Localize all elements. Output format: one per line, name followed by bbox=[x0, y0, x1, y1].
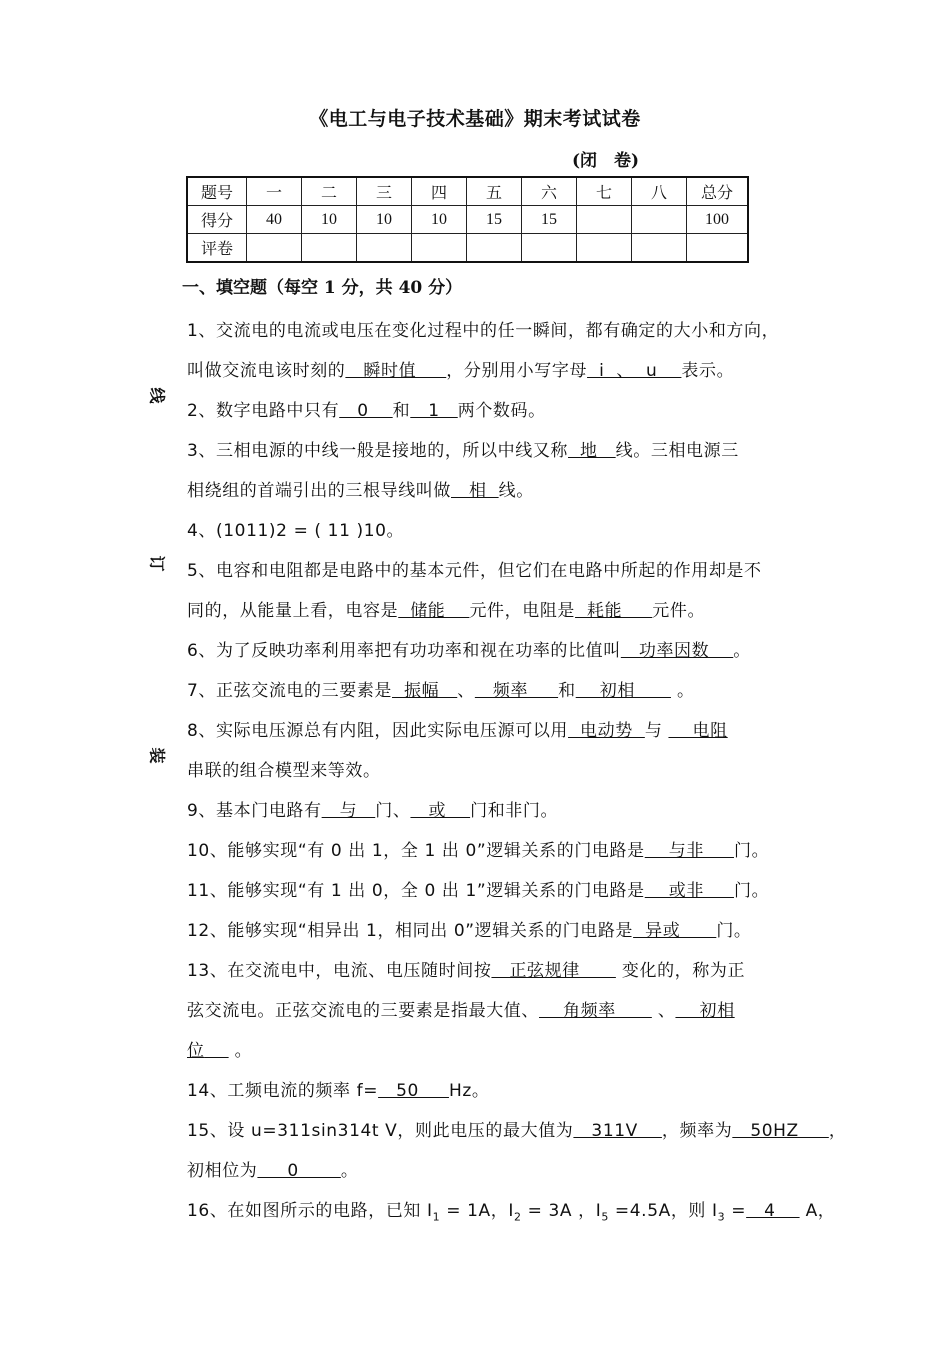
question-13-line-3: 位 。 bbox=[187, 1041, 253, 1061]
exam-title: 《电工与电子技术基础》期末考试试卷 bbox=[309, 108, 641, 130]
answer-blank: 初相 bbox=[575, 681, 671, 701]
answer-blank: 功率因数 bbox=[620, 641, 734, 661]
row-label: 题号 bbox=[187, 177, 247, 206]
binding-mark-staple: 订 bbox=[147, 555, 167, 572]
binding-mark-line: 线 bbox=[147, 387, 167, 404]
answer-blank: 0 bbox=[339, 401, 393, 421]
table-cell bbox=[302, 234, 357, 263]
answer-blank: 1 bbox=[410, 401, 458, 421]
answer-blank bbox=[205, 1041, 229, 1061]
table-cell: 六 bbox=[522, 177, 577, 206]
row-label: 评卷 bbox=[187, 234, 247, 263]
question-3-line-2: 相绕组的首端引出的三根导线叫做 相 线。 bbox=[187, 481, 534, 501]
answer-blank: 异或 bbox=[633, 921, 717, 941]
table-cell: 四 bbox=[412, 177, 467, 206]
question-4: 4、(1011)2 = ( 11 )10。 bbox=[187, 521, 405, 541]
answer-blank: i 、 u bbox=[587, 361, 682, 381]
answer-blank: 电阻 bbox=[668, 721, 728, 741]
question-15-line-1: 15、设 u=311sin314t V，则此电压的最大值为 311V ，频率为 50HZ ， bbox=[187, 1121, 847, 1141]
answer-blank: 311V bbox=[573, 1121, 662, 1141]
score-table bbox=[186, 176, 749, 263]
table-cell: 五 bbox=[467, 177, 522, 206]
table-cell: 二 bbox=[302, 177, 357, 206]
table-row bbox=[187, 177, 748, 206]
table-cell: 10 bbox=[357, 206, 412, 234]
table-cell bbox=[632, 234, 687, 263]
table-cell: 七 bbox=[577, 177, 632, 206]
question-12: 12、能够实现“相异出 1，相同出 0”逻辑关系的门电路是 异或 门。 bbox=[187, 921, 752, 941]
question-15-line-2: 初相位为 0 。 bbox=[187, 1161, 359, 1181]
question-1-line-1: 1、交流电的电流或电压在变化过程中的任一瞬间，都有确定的大小和方向， bbox=[187, 321, 780, 341]
table-cell bbox=[412, 234, 467, 263]
answer-blank: 角频率 bbox=[539, 1001, 652, 1021]
answer-blank: 正弦规律 bbox=[491, 961, 616, 981]
answer-blank: 瞬时值 bbox=[345, 361, 447, 381]
question-16: 16、在如图所示的电路，已知 $I_1 = 1A$，$I_2 = 3A$ ，$I_5 =4.5A$，则 $I_3 = 4$ A， bbox=[187, 1201, 836, 1224]
exam-subtitle: (闭 卷) bbox=[572, 151, 640, 171]
table-cell bbox=[632, 206, 687, 234]
table-row bbox=[187, 234, 748, 263]
table-cell: 15 bbox=[467, 206, 522, 234]
answer-blank: 与 bbox=[321, 801, 376, 821]
table-cell bbox=[577, 206, 632, 234]
table-cell bbox=[687, 234, 749, 263]
question-11: 11、能够实现“有 1 出 0，全 0 出 1”逻辑关系的门电路是 或非 门。 bbox=[187, 881, 770, 901]
question-14: 14、工频电流的频率 f= 50 Hz。 bbox=[187, 1081, 490, 1101]
binding-mark-bind: 装 bbox=[147, 747, 167, 764]
answer-blank: 地 bbox=[568, 441, 616, 461]
answer-blank: 或 bbox=[410, 801, 471, 821]
question-1-line-2: 叫做交流电该时刻的 瞬时值 ，分别用小写字母 i 、 u 表示。 bbox=[187, 361, 735, 381]
table-row bbox=[187, 206, 748, 234]
table-cell: 三 bbox=[357, 177, 412, 206]
table-cell: 一 bbox=[247, 177, 302, 206]
question-10: 10、能够实现“有 0 出 1，全 1 出 0”逻辑关系的门电路是 与非 门。 bbox=[187, 841, 770, 861]
table-cell: 总分 bbox=[687, 177, 749, 206]
answer-blank: 储能 bbox=[398, 601, 470, 621]
row-label: 得分 bbox=[187, 206, 247, 234]
answer-blank: 初相 bbox=[675, 1001, 735, 1021]
question-13-line-1: 13、在交流电中，电流、电压随时间按 正弦规律 变化的，称为正 bbox=[187, 961, 746, 981]
section-heading: 一、填空题（每空 1 分，共 40 分） bbox=[182, 278, 463, 298]
question-5-line-2: 同的，从能量上看，电容是 储能 元件，电阻是 耗能 元件。 bbox=[187, 601, 706, 621]
table-cell: 10 bbox=[302, 206, 357, 234]
answer-blank: 50 bbox=[378, 1081, 449, 1101]
question-3-line-1: 3、三相电源的中线一般是接地的，所以中线又称 地 线。三相电源三 bbox=[187, 441, 739, 461]
table-cell: 八 bbox=[632, 177, 687, 206]
answer-blank: 50HZ bbox=[732, 1121, 829, 1141]
question-5-line-1: 5、电容和电阻都是电路中的基本元件，但它们在电路中所起的作用却是不 bbox=[187, 561, 762, 581]
answer-blank: 或非 bbox=[644, 881, 734, 901]
answer-blank: 与非 bbox=[644, 841, 734, 861]
table-cell bbox=[247, 234, 302, 263]
question-2: 2、数字电路中只有 0 和 1 两个数码。 bbox=[187, 401, 546, 421]
table-cell: 40 bbox=[247, 206, 302, 234]
answer-blank: 电动势 bbox=[568, 721, 645, 741]
answer-blank: 4 bbox=[746, 1201, 800, 1221]
answer-blank: 振幅 bbox=[392, 681, 458, 701]
question-8-line-1: 8、实际电压源总有内阻，因此实际电压源可以用 电动势 与 电阻 bbox=[187, 721, 728, 741]
table-cell: 10 bbox=[412, 206, 467, 234]
table-cell bbox=[467, 234, 522, 263]
question-13-line-2: 弦交流电。正弦交流电的三要素是指最大值、 角频率 、 初相 bbox=[187, 1001, 735, 1021]
answer-blank: 0 bbox=[257, 1161, 341, 1181]
table-cell bbox=[522, 234, 577, 263]
table-cell bbox=[357, 234, 412, 263]
answer-blank: 相 bbox=[451, 481, 499, 501]
table-cell: 15 bbox=[522, 206, 577, 234]
question-9: 9、基本门电路有 与 门、 或 门和非门。 bbox=[187, 801, 559, 821]
table-cell: 100 bbox=[687, 206, 749, 234]
question-8-line-2: 串联的组合模型来等效。 bbox=[187, 761, 381, 781]
answer-blank: 耗能 bbox=[575, 601, 653, 621]
question-7: 7、正弦交流电的三要素是 振幅 、 频率 和 初相 。 bbox=[187, 681, 695, 701]
question-6: 6、为了反映功率利用率把有功功率和视在功率的比值叫 功率因数 。 bbox=[187, 641, 751, 661]
answer-blank: 频率 bbox=[474, 681, 559, 701]
table-cell bbox=[577, 234, 632, 263]
